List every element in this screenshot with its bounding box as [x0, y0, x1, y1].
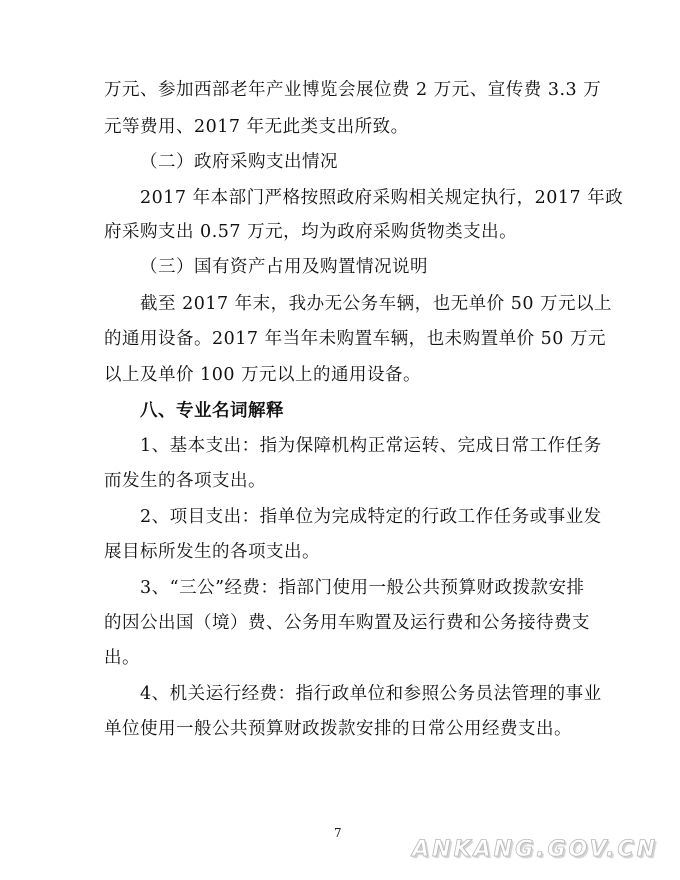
section-heading: 八、专业名词解释 — [140, 401, 284, 421]
body-text-line: 4、机关运行经费：指行政单位和参照公务员法管理的事业 — [140, 684, 602, 704]
site-watermark: ANKANG.GOV.CN — [412, 837, 658, 862]
body-text-line: 元等费用、2017 年无此类支出所致。 — [104, 117, 409, 137]
body-text-line: 2、项目支出：指单位为完成特定的行政工作任务或事业发 — [140, 507, 602, 527]
body-text-line: 2017 年本部门严格按照政府采购相关规定执行，2017 年政 — [140, 188, 624, 208]
body-text-line: 的因公出国（境）费、公务用车购置及运行费和公务接待费支 — [104, 613, 590, 633]
body-text-line: 单位使用一般公共预算财政拨款安排的日常公用经费支出。 — [104, 719, 572, 739]
body-text-line: 3、“三公”经费：指部门使用一般公共预算财政拨款安排 — [140, 578, 585, 598]
body-text-line: 的通用设备。2017 年当年未购置车辆，也未购置单价 50 万元 — [104, 329, 606, 349]
body-text-line: 展目标所发生的各项支出。 — [104, 542, 320, 562]
body-text-line: 1、基本支出：指为保障机构正常运转、完成日常工作任务 — [140, 436, 602, 456]
body-text-line: 出。 — [104, 648, 140, 668]
section-subheading: （二）政府采购支出情况 — [140, 152, 338, 172]
page-number: 7 — [334, 826, 342, 840]
body-text-line: 府采购支出 0.57 万元，均为政府采购货物类支出。 — [104, 222, 518, 242]
section-subheading: （三）国有资产占用及购置情况说明 — [140, 257, 428, 277]
body-text-line: 以上及单价 100 万元以上的通用设备。 — [104, 365, 422, 385]
body-text-line: 截至 2017 年末，我办无公务车辆，也无单价 50 万元以上 — [140, 294, 613, 314]
body-text-line: 而发生的各项支出。 — [104, 471, 266, 491]
body-text-line: 万元、参加西部老年产业博览会展位费 2 万元、宣传费 3.3 万 — [104, 80, 602, 100]
